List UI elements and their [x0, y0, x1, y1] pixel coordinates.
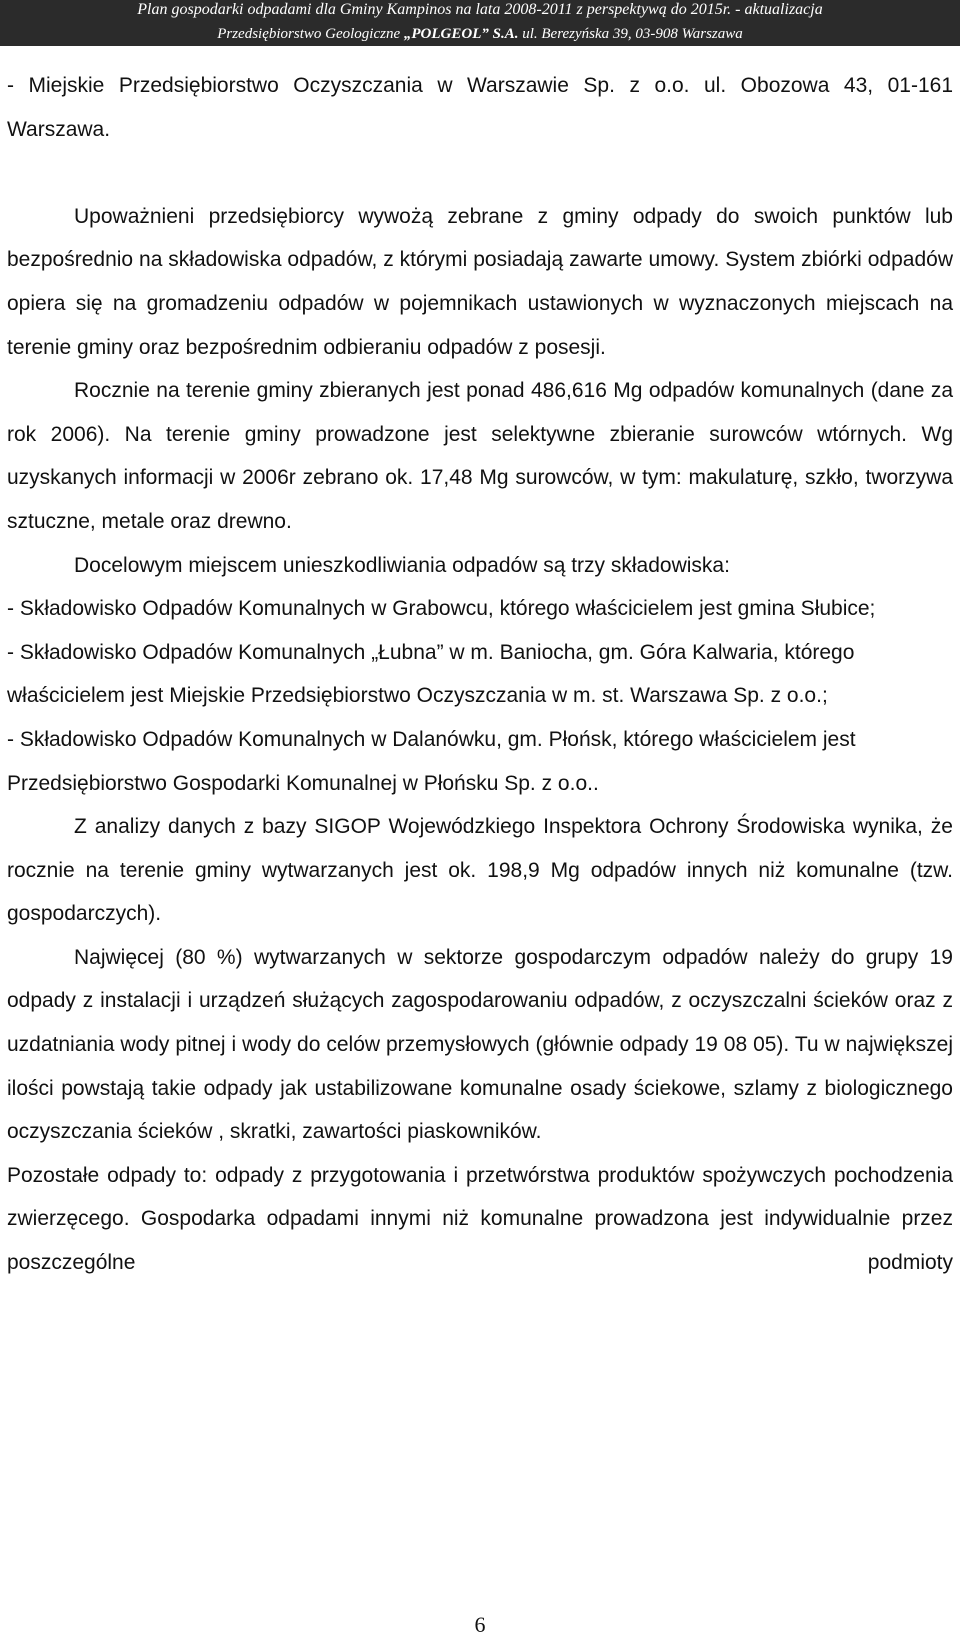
page-header — [0, 0, 960, 46]
list-item-landfill-lubna: - Składowisko Odpadów Komunalnych „Łubna” w m. Baniocha, gm. Góra Kalwaria, którego właścicielem jest Miejskie Przedsiębiorstwo Oczyszczania w m. st. Warszawa Sp. z o.o.; — [7, 640, 855, 708]
header-company-prefix: Przedsiębiorstwo Geologiczne — [217, 26, 404, 42]
paragraph-sigop-data: Z analizy danych z bazy SIGOP Wojewódzkiego Inspektora Ochrony Środowiska wynika, że rocznie na terenie gminy wytwarzanych jest ok. 198,9 Mg odpadów innych niż komunalne (tzw. gospodarczych). — [7, 815, 953, 926]
header-company — [0, 24, 960, 44]
paragraph-collection-system: Upoważnieni przedsiębiorcy wywożą zebrane z gminy odpady do swoich punktów lub bezpośrednio na składowiska odpadów, z którymi posiadają zawarte umowy. System zbiórki odpadów opiera się na gromadzeniu odpadów w pojemnikach ustawionych w wyznaczonych miejscach na terenie gminy oraz bezpośrednim odbieraniu odpadów z posesji. — [7, 204, 953, 359]
document-body — [7, 64, 953, 1285]
paragraph-mpo-warszawa: - Miejskie Przedsiębiorstwo Oczyszczania w Warszawie Sp. z o.o. ul. Obozowa 43, 01-161 Warszawa. — [7, 74, 953, 141]
paragraph-other-waste: Pozostałe odpady to: odpady z przygotowania i przetwórstwa produktów spożywczych pochodzenia zwierzęcego. Gospodarka odpadami innymi niż komunalne prowadzona jest indywidualnie przez poszczególne podmioty — [7, 1163, 953, 1275]
paragraph-landfills-intro: Docelowym miejscem unieszkodliwiania odpadów są trzy składowiska: — [74, 553, 730, 577]
paragraph-annual-waste: Rocznie na terenie gminy zbieranych jest ponad 486,616 Mg odpadów komunalnych (dane za rok 2006). Na terenie gminy prowadzone jest selektywne zbieranie surowców wtórnych. Wg uzyskanych informacji w 2006r zebrano ok. 17,48 Mg surowców, w tym: makulaturę, szkło, tworzywa sztuczne, metale oraz drewno. — [7, 379, 953, 533]
header-company-name: „POLGEOL” S.A. — [403, 26, 519, 42]
header-company-address: ul. Berezyńska 39, 03-908 Warszawa — [518, 26, 743, 42]
paragraph-economic-waste: Najwięcej (80 %) wytwarzanych w sektorze gospodarczym odpadów należy do grupy 19 odpady z instalacji i urządzeń służących zagospodarowaniu odpadów, z oczyszczalni ścieków oraz z uzdatniania wody pitnej i wody do celów przemysłowych (głównie odpady 19 08 05). Tu w największej ilości powstają takie odpady jak ustabilizowane komunalne osady ściekowe, szlamy z biologicznego oczyszczania ścieków , skratki, zawartości piaskowników. — [7, 945, 953, 1144]
list-item-landfill-grabowiec: - Składowisko Odpadów Komunalnych w Grabowcu, którego właścicielem jest gmina Słubice; — [7, 597, 876, 621]
page-number: 6 — [474, 1612, 486, 1637]
header-title: Plan gospodarki odpadami dla Gminy Kampinos na lata 2008-2011 z perspektywą do 2015r. - aktualizacja — [137, 1, 823, 18]
list-item-landfill-dalanowek: - Składowisko Odpadów Komunalnych w Dalanówku, gm. Płońsk, którego właścicielem jest Przedsiębiorstwo Gospodarki Komunalnej w Płońsku Sp. z o.o.. — [7, 727, 856, 795]
